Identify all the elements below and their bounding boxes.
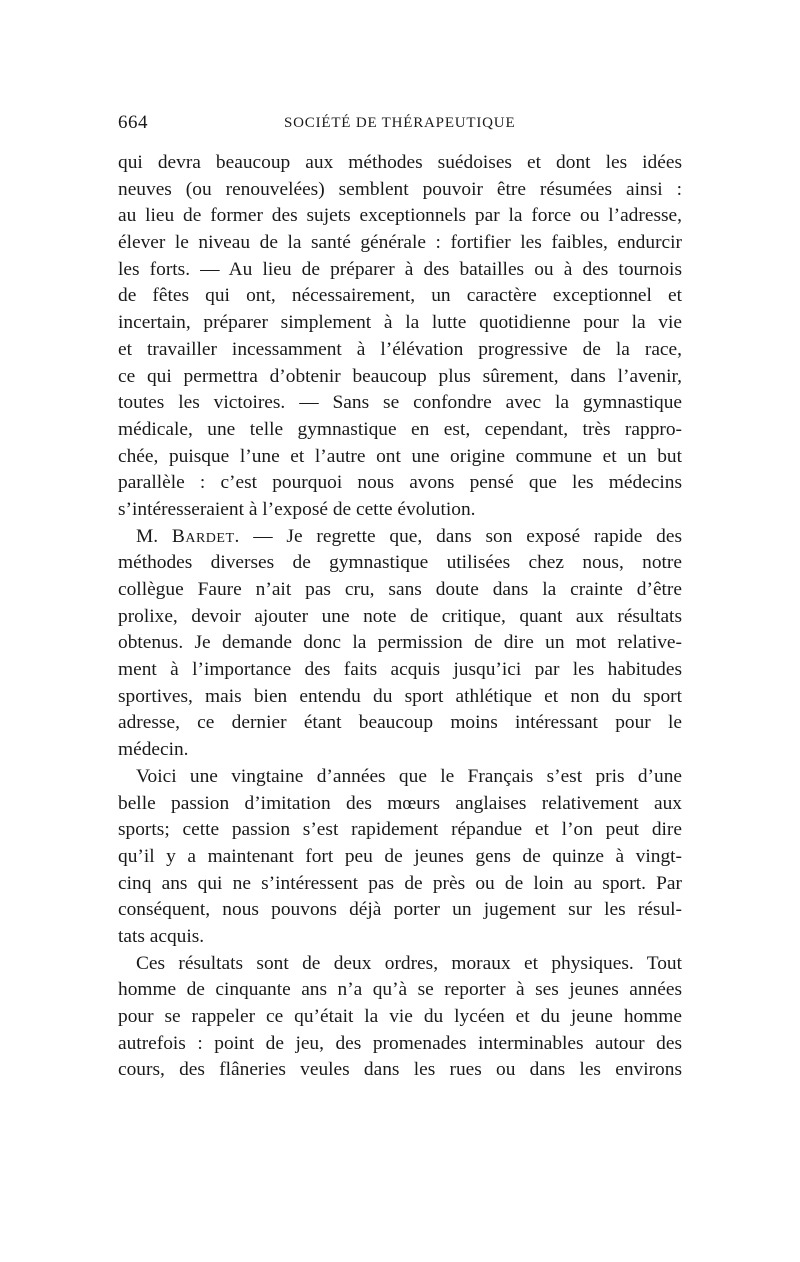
text-line: adresse, ce dernier étant beaucoup moins intéressant pour le: [118, 712, 682, 734]
text-line: médecin.: [118, 739, 189, 761]
text-line: et travailler incessamment à l’élévation progressive de la race,: [118, 338, 682, 360]
text-line: autrefois : point de jeu, des promenades interminables autour des: [118, 1032, 682, 1054]
book-page: [118, 112, 682, 1084]
text-line: toutes les victoires. — Sans se confondre avec la gymnastique: [118, 392, 682, 414]
text-line: ce qui permettra d’obtenir beaucoup plus sûrement, dans l’avenir,: [118, 365, 682, 387]
text-line: Ces résultats sont de deux ordres, moraux et physiques. Tout: [136, 952, 682, 974]
text-line: prolixe, devoir ajouter une note de critique, quant aux résultats: [118, 605, 682, 627]
text-line: tats acquis.: [118, 925, 205, 947]
text-line: sports; cette passion s’est rapidement répandue et l’on peut dire: [118, 819, 682, 841]
text-line: chée, puisque l’une et l’autre ont une origine commune et un but: [118, 445, 682, 467]
text-line: incertain, préparer simplement à la lutte quotidienne pour la vie: [118, 312, 682, 334]
running-head: [118, 112, 682, 138]
text-line: Voici une vingtaine d’années que le Français s’est pris d’une: [136, 765, 682, 787]
text-line: cinq ans qui ne s’intéressent pas de près ou de loin au sport. Par: [118, 872, 682, 894]
speaker-rest: . — Je regrette que, dans son exposé rapide des: [234, 525, 682, 547]
body-text: [118, 150, 682, 1084]
speaker-prefix: M.: [136, 525, 172, 547]
text-line: obtenus. Je demande donc la permission de dire un mot relative-: [118, 632, 682, 654]
text-line: méthodes diverses de gymnastique utilisées chez nous, notre: [118, 552, 682, 574]
text-line: qui devra beaucoup aux méthodes suédoises et dont les idées: [118, 152, 682, 173]
text-line: médicale, une telle gymnastique en est, cependant, très rappro-: [118, 418, 682, 440]
text-line: qu’il y a maintenant fort peu de jeunes gens de quinze à vingt-: [118, 845, 682, 867]
text-line: au lieu de former des sujets exceptionnels par la force ou l’adresse,: [118, 205, 682, 227]
page-number: 664: [118, 112, 148, 133]
speaker-name: Bardet: [171, 525, 235, 547]
text-line: s’intéresseraient à l’exposé de cette évolution.: [118, 498, 476, 520]
text-line: pour se rappeler ce qu’était la vie du lycéen et du jeune homme: [118, 1006, 682, 1027]
running-title: SOCIÉTÉ DE THÉRAPEUTIQUE: [284, 115, 516, 131]
text-line: de fêtes qui ont, nécessairement, un caractère exceptionnel et: [118, 285, 682, 307]
text-line: cours, des flâneries veules dans les rues ou dans les environs: [118, 1059, 682, 1081]
text-line: collègue Faure n’ait pas cru, sans doute dans la crainte d’être: [118, 579, 682, 600]
text-line: neuves (ou renouvelées) semblent pouvoir être résumées ainsi :: [118, 178, 682, 200]
text-line: les forts. — Au lieu de préparer à des batailles ou à des tournois: [118, 258, 682, 280]
text-line: sportives, mais bien entendu du sport athlétique et non du sport: [118, 685, 682, 707]
text-line: homme de cinquante ans n’a qu’à se reporter à ses jeunes années: [118, 979, 682, 1001]
text-line: ment à l’importance des faits acquis jusqu’ici par les habitudes: [118, 659, 682, 681]
text-line: belle passion d’imitation des mœurs anglaises relativement aux: [118, 792, 682, 814]
text-line: élever le niveau de la santé générale : fortifier les faibles, endurcir: [118, 232, 682, 254]
text-line: parallèle : c’est pourquoi nous avons pensé que les médecins: [118, 472, 682, 494]
text-line: conséquent, nous pouvons déjà porter un jugement sur les résul-: [118, 899, 682, 921]
speaker-line: [118, 524, 682, 551]
